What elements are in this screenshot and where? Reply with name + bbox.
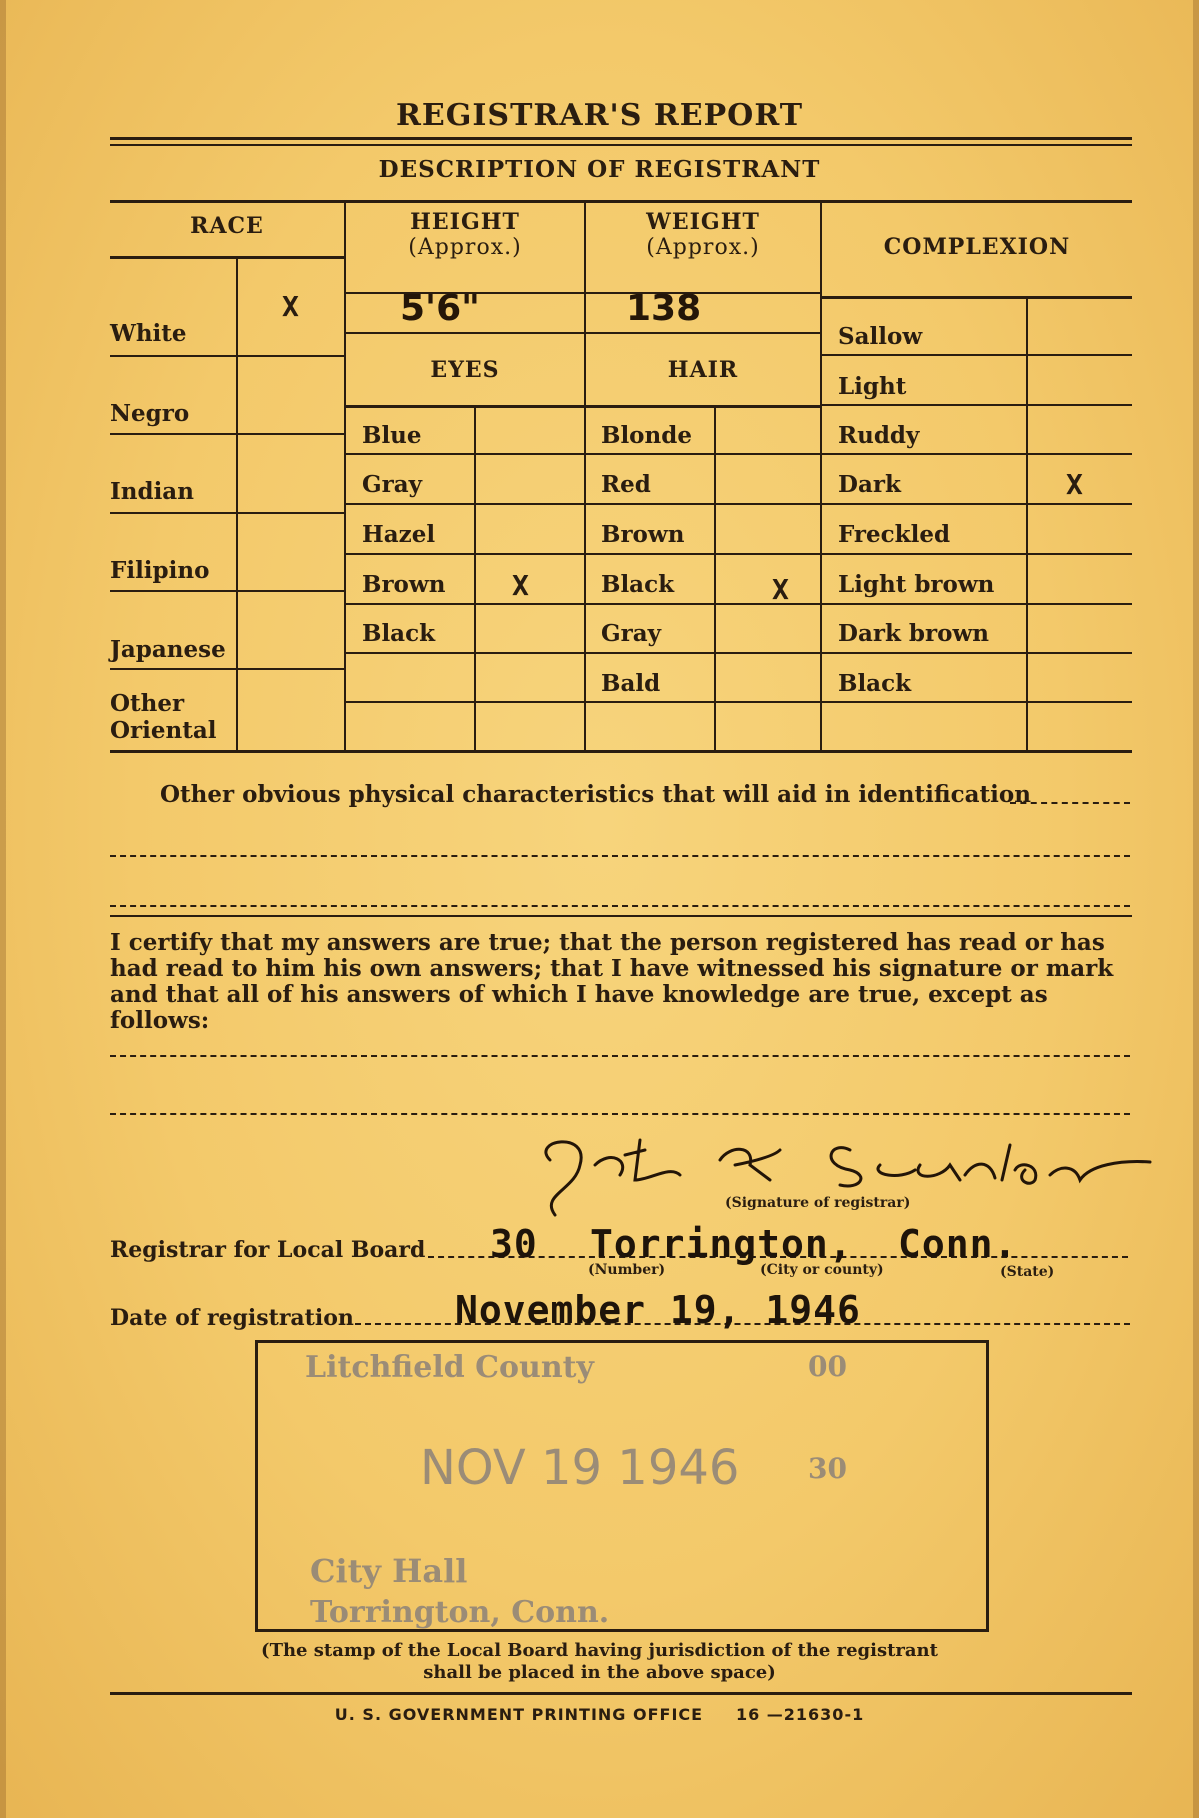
complexion-row-rule: [822, 354, 1132, 356]
race-header-rule: [110, 256, 344, 259]
hair-mark-divider: [714, 408, 716, 750]
complexion-row-rule: [822, 503, 1132, 505]
registrar-signature: [520, 1120, 1160, 1230]
certification-text: I certify that my answers are true; that the person registered has read or has had read to him his own answers; that I have witnessed his signature or mark and that all of his answers of which I have knowledge are true, except as follows:: [110, 929, 1114, 1034]
complexion-label-light: Light: [838, 373, 907, 400]
eyes-label-brown: Brown: [362, 571, 446, 598]
hair-label-bald: Bald: [601, 670, 661, 697]
printing-office-footer: U. S. GOVERNMENT PRINTING OFFICE 16 —21630-1: [334, 1705, 865, 1724]
complexion-row-rule: [822, 553, 1132, 555]
section-rule: [110, 915, 1132, 917]
header-height: HEIGHT: [410, 209, 520, 235]
card-edge-right: [1193, 0, 1199, 1818]
header-eyes: EYES: [430, 357, 500, 383]
number-caption: (Number): [588, 1262, 666, 1278]
local-board-number: 30: [490, 1222, 538, 1266]
stamp-line1: City Hall: [310, 1552, 468, 1590]
race-row-rule: [110, 512, 344, 514]
stamp-caption-line2: shall be placed in the above space): [423, 1662, 776, 1683]
eyes-mark-divider: [474, 408, 476, 750]
other-characteristics-line: [1010, 802, 1130, 804]
complexion-label-ruddy: Ruddy: [838, 422, 920, 449]
eyes-label-black: Black: [362, 620, 436, 647]
header-height-note: (Approx.): [408, 235, 522, 260]
hair-label-black: Black: [601, 571, 675, 598]
complexion-row-rule: [822, 603, 1132, 605]
complexion-row-rule: [822, 652, 1132, 654]
weight-value: 138: [626, 288, 702, 329]
complexion-label-dark-brown: Dark brown: [838, 620, 989, 647]
state-caption: (State): [1000, 1264, 1055, 1280]
complexion-dark-mark: X: [1066, 468, 1083, 501]
header-weight: WEIGHT: [646, 209, 760, 235]
report-title: REGISTRAR'S REPORT: [395, 98, 804, 133]
race-row-rule: [110, 355, 344, 357]
eyes-hair-row-rule: [346, 453, 820, 455]
hair-black-mark: X: [772, 573, 789, 606]
race-label-filipino: Filipino: [110, 557, 210, 584]
complexion-mark-divider: [1026, 299, 1028, 750]
complexion-row-rule: [822, 701, 1132, 703]
complexion-row-rule: [822, 453, 1132, 455]
race-label-other-oriental: Other Oriental: [110, 690, 217, 744]
height-value: 5'6": [400, 288, 480, 329]
header-race: RACE: [190, 213, 264, 239]
footer-rule: [110, 1692, 1132, 1695]
other-characteristics-line: [110, 905, 1130, 907]
eyes-hair-row-rule: [346, 503, 820, 505]
date-value: November 19, 1946: [455, 1288, 861, 1332]
date-label: Date of registration: [110, 1305, 354, 1331]
complexion-label-dark: Dark: [838, 471, 901, 498]
race-label-negro: Negro: [110, 400, 190, 427]
race-row-rule: [110, 668, 344, 670]
race-mark-divider: [236, 259, 238, 750]
hair-label-red: Red: [601, 471, 651, 498]
other-characteristics-line: [110, 855, 1130, 857]
header-weight-note: (Approx.): [646, 235, 760, 260]
eyes-label-gray: Gray: [362, 471, 423, 498]
race-label-indian: Indian: [110, 478, 194, 505]
hair-label-gray: Gray: [601, 620, 662, 647]
section-subtitle: DESCRIPTION OF REGISTRANT: [378, 156, 821, 183]
stamp-county: Litchfield County: [305, 1350, 594, 1385]
city-caption: (City or county): [760, 1262, 884, 1278]
hair-label-brown: Brown: [601, 521, 685, 548]
header-complexion: COMPLEXION: [883, 234, 1071, 260]
race-row-rule: [110, 433, 344, 435]
race-row-rule: [110, 590, 344, 592]
complexion-label-sallow: Sallow: [838, 323, 923, 350]
col-divider-height: [584, 203, 586, 750]
local-board-state: Conn.: [898, 1222, 1018, 1266]
other-characteristics-label: Other obvious physical characteristics that will aid in identification: [160, 781, 1031, 808]
eyes-label-hazel: Hazel: [362, 521, 436, 548]
stamp-date: NOV 19 1946: [420, 1440, 740, 1496]
stamp-line2: Torrington, Conn.: [310, 1595, 610, 1630]
hair-label-blonde: Blonde: [601, 422, 692, 449]
complexion-label-black: Black: [838, 670, 912, 697]
complexion-label-light-brown: Light brown: [838, 571, 995, 598]
signature-caption: (Signature of registrar): [725, 1195, 911, 1211]
eyes-hair-row-rule: [346, 553, 820, 555]
eyes-hair-top-rule: [346, 332, 820, 334]
race-label-japanese: Japanese: [110, 636, 226, 663]
local-board-label: Registrar for Local Board: [110, 1237, 426, 1263]
complexion-header-rule: [822, 296, 1132, 299]
race-white-mark: X: [282, 290, 299, 323]
race-label-white: White: [110, 320, 187, 347]
eyes-hair-row-rule: [346, 603, 820, 605]
exception-line: [110, 1113, 1130, 1115]
eyes-hair-row-rule: [346, 701, 820, 703]
complexion-label-freckled: Freckled: [838, 521, 951, 548]
eyes-hair-row-rule: [346, 652, 820, 654]
exception-line: [110, 1055, 1130, 1057]
local-board-city: Torrington,: [590, 1222, 853, 1266]
table-bottom-rule: [110, 750, 1132, 753]
title-rule-1: [110, 137, 1132, 140]
card-edge-left: [0, 0, 6, 1818]
col-divider-weight: [820, 203, 822, 750]
title-rule-2: [110, 144, 1132, 146]
stamp-code-top: 00: [808, 1350, 847, 1383]
table-top-rule: [110, 200, 1132, 203]
eyes-label-blue: Blue: [362, 422, 422, 449]
eyes-hair-header-rule: [346, 405, 820, 408]
eyes-brown-mark: X: [512, 569, 529, 602]
stamp-code-mid: 30: [808, 1452, 847, 1485]
stamp-caption-line1: (The stamp of the Local Board having jurisdiction of the registrant: [261, 1640, 938, 1661]
col-divider-race: [344, 203, 346, 750]
header-hair: HAIR: [667, 357, 739, 383]
complexion-row-rule: [822, 404, 1132, 406]
